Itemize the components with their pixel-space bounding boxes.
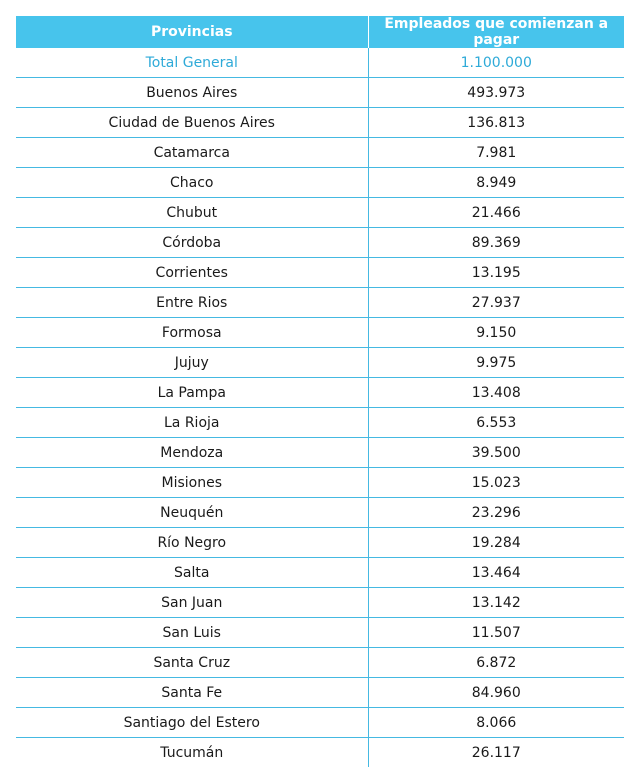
employee-count-cell: 13.142 [368,588,624,618]
employee-count-cell: 89.369 [368,228,624,258]
province-name-cell: Misiones [16,468,368,498]
employee-count-cell: 9.975 [368,348,624,378]
table-row [16,408,624,438]
province-name-cell: Río Negro [16,528,368,558]
table-row [16,348,624,378]
table-row [16,708,624,738]
employee-count-cell: 13.408 [368,378,624,408]
table-row [16,378,624,408]
province-name-cell: Santiago del Estero [16,708,368,738]
province-name-cell: Catamarca [16,138,368,168]
table-row [16,678,624,708]
province-name-cell: San Luis [16,618,368,648]
employee-count-cell: 23.296 [368,498,624,528]
employee-count-cell: 9.150 [368,318,624,348]
province-name-cell: Corrientes [16,258,368,288]
table-row [16,138,624,168]
table-row [16,228,624,258]
header-provincias: Provincias [16,16,368,48]
total-label: Total General [16,48,368,78]
province-name-cell: Neuquén [16,498,368,528]
table-row [16,468,624,498]
table-row [16,558,624,588]
employee-count-cell: 136.813 [368,108,624,138]
province-name-cell: Chubut [16,198,368,228]
province-name-cell: La Rioja [16,408,368,438]
province-name-cell: La Pampa [16,378,368,408]
employee-count-cell: 8.949 [368,168,624,198]
employee-count-cell: 11.507 [368,618,624,648]
total-row [16,48,624,78]
province-name-cell: Córdoba [16,228,368,258]
employee-count-cell: 8.066 [368,708,624,738]
employee-count-cell: 39.500 [368,438,624,468]
table-row [16,528,624,558]
table-row [16,108,624,138]
table-row [16,168,624,198]
table-row [16,198,624,228]
total-value: 1.100.000 [368,48,624,78]
employee-count-cell: 13.195 [368,258,624,288]
table-row [16,318,624,348]
employee-count-cell: 21.466 [368,198,624,228]
table-row [16,738,624,768]
table-row [16,78,624,108]
province-name-cell: Salta [16,558,368,588]
employee-count-cell: 15.023 [368,468,624,498]
province-name-cell: Chaco [16,168,368,198]
header-empleados: Empleados que comienzan a pagar [368,16,624,48]
province-name-cell: Buenos Aires [16,78,368,108]
province-name-cell: Entre Rios [16,288,368,318]
province-name-cell: Santa Fe [16,678,368,708]
table-row [16,288,624,318]
table-row [16,498,624,528]
province-name-cell: Formosa [16,318,368,348]
province-name-cell: Santa Cruz [16,648,368,678]
employee-count-cell: 7.981 [368,138,624,168]
employee-count-cell: 84.960 [368,678,624,708]
table-row [16,258,624,288]
provinces-table-container [16,16,624,767]
table-row [16,588,624,618]
province-name-cell: Mendoza [16,438,368,468]
table-row [16,618,624,648]
provinces-table [16,16,624,767]
employee-count-cell: 6.553 [368,408,624,438]
province-name-cell: San Juan [16,588,368,618]
table-body [16,48,624,767]
table-row [16,648,624,678]
province-name-cell: Jujuy [16,348,368,378]
table-row [16,438,624,468]
employee-count-cell: 13.464 [368,558,624,588]
province-name-cell: Tucumán [16,738,368,768]
province-name-cell: Ciudad de Buenos Aires [16,108,368,138]
employee-count-cell: 26.117 [471,744,521,761]
employee-count-cell: 6.872 [368,648,624,678]
employee-count-cell: 493.973 [368,78,624,108]
employee-count-cell: 27.937 [368,288,624,318]
employee-count-cell: 19.284 [368,528,624,558]
table-header [16,16,624,48]
header-row [16,16,624,48]
